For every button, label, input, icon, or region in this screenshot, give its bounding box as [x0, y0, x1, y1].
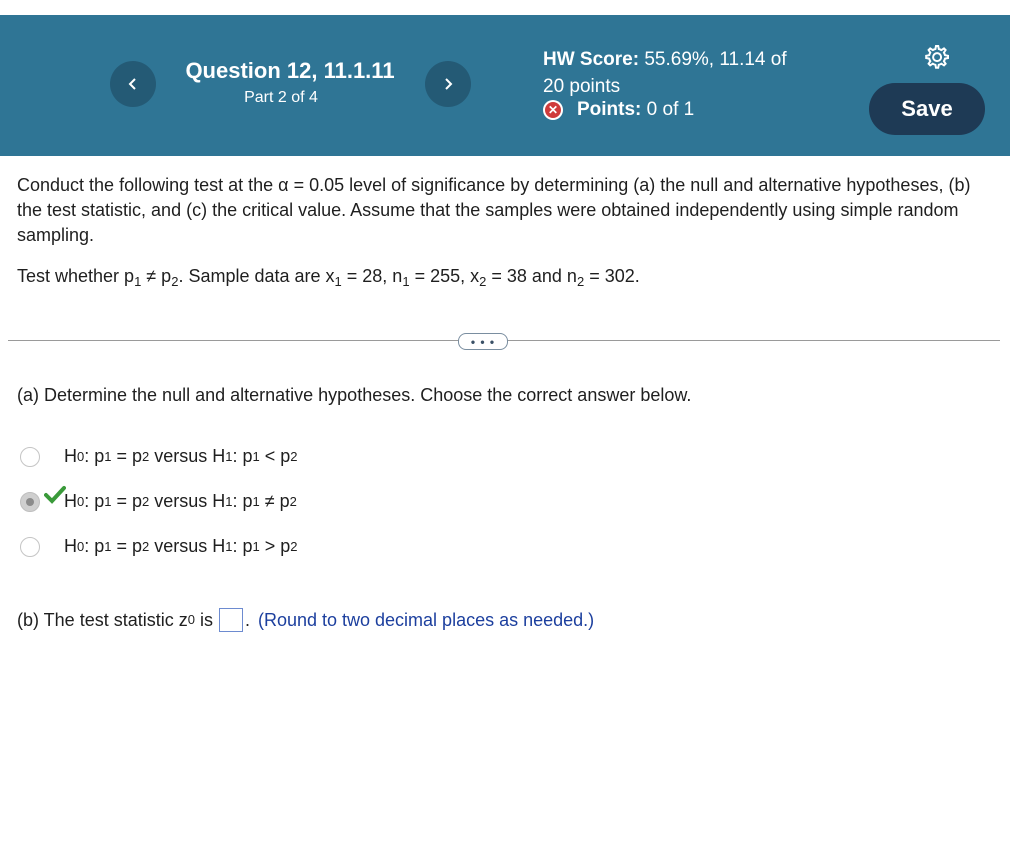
test-text: ≠ p [141, 266, 172, 286]
subscript: 2 [479, 274, 487, 289]
option-text: : p [232, 446, 253, 466]
hw-score-points: 20 points [543, 76, 621, 97]
radio-selected[interactable] [20, 492, 40, 512]
chevron-left-icon [126, 77, 140, 91]
option-text: < p [259, 446, 291, 466]
option-text: : p [232, 491, 253, 511]
option-text: versus H [149, 491, 226, 511]
option-text: = p [111, 536, 143, 556]
test-statement [17, 266, 640, 287]
hw-score [543, 46, 787, 100]
top-strip [0, 0, 1010, 15]
option-text: ≠ p [259, 491, 290, 511]
part-b-text: is [194, 609, 213, 630]
test-text: = 38 and n [486, 266, 577, 286]
option-text: versus H [149, 536, 226, 556]
test-text: = 255, x [409, 266, 480, 286]
incorrect-x-icon: ✕ [543, 100, 563, 120]
option-text: = p [111, 446, 143, 466]
option-text: : p [232, 536, 253, 556]
answer-option[interactable]: H 0 : p 1 = p 2 versus H 1 : p 1 ≠ p 2 [20, 491, 297, 512]
option-text: = p [111, 491, 143, 511]
option-text: versus H [149, 446, 226, 466]
radio-button[interactable] [20, 447, 40, 467]
hw-score-label: HW Score: [543, 49, 640, 70]
part-b-text: (b) The test statistic z [17, 609, 188, 630]
test-text: = 28, n [341, 266, 403, 286]
next-question-button[interactable] [425, 61, 471, 107]
option-text: : p [84, 536, 105, 556]
option-text: H [64, 446, 77, 466]
option-text: > p [259, 536, 291, 556]
part-a-question: (a) Determine the null and alternative hypotheses. Choose the correct answer below. [17, 385, 692, 405]
rounding-hint: (Round to two decimal places as needed.) [257, 609, 595, 630]
option-text: : p [84, 446, 105, 466]
subscript: 1 [334, 274, 342, 289]
expand-more-button[interactable]: • • • [458, 333, 508, 350]
part-b-text: . [244, 609, 250, 630]
answer-option[interactable]: H 0 : p 1 = p 2 versus H 1 : p 1 < p 2 [20, 446, 298, 467]
question-prompt: Conduct the following test at the α = 0.05 level of significance by determining (a) the null and alternative hypotheses, (b) the test statistic, and (c) the critical value. Assume that the samples were obtained independently using simple random sampling. [17, 175, 971, 245]
option-text: : p [84, 491, 105, 511]
save-button[interactable]: Save [869, 83, 985, 135]
answer-option[interactable]: H 0 : p 1 = p 2 versus H 1 : p 1 > p 2 [20, 536, 298, 557]
test-text: . Sample data are x [178, 266, 335, 286]
question-title: Question 12, 11.1.11 [185, 58, 395, 83]
test-statistic-input[interactable] [219, 608, 243, 632]
hw-score-value: 55.69%, 11.14 of [639, 49, 787, 70]
checkmark-icon [44, 485, 66, 505]
subscript: 1 [134, 274, 142, 289]
option-text: H [64, 491, 77, 511]
test-text: Test whether p [17, 266, 135, 286]
points-status [543, 99, 694, 121]
part-b-question: (b) The test statistic z 0 is . (Round to two decimal places as needed.) [17, 608, 594, 632]
test-text: = 302. [584, 266, 640, 286]
subscript: 2 [576, 274, 585, 289]
gear-icon[interactable] [920, 42, 952, 74]
chevron-right-icon [441, 77, 455, 91]
points-label: Points: [577, 99, 642, 120]
option-text: H [64, 536, 77, 556]
subscript: 1 [402, 274, 410, 289]
part-label: Part 2 of 4 [244, 89, 318, 106]
question-header [0, 15, 1010, 156]
points-value: 0 of 1 [641, 99, 695, 120]
subscript: 2 [171, 274, 179, 289]
radio-button[interactable] [20, 537, 40, 557]
